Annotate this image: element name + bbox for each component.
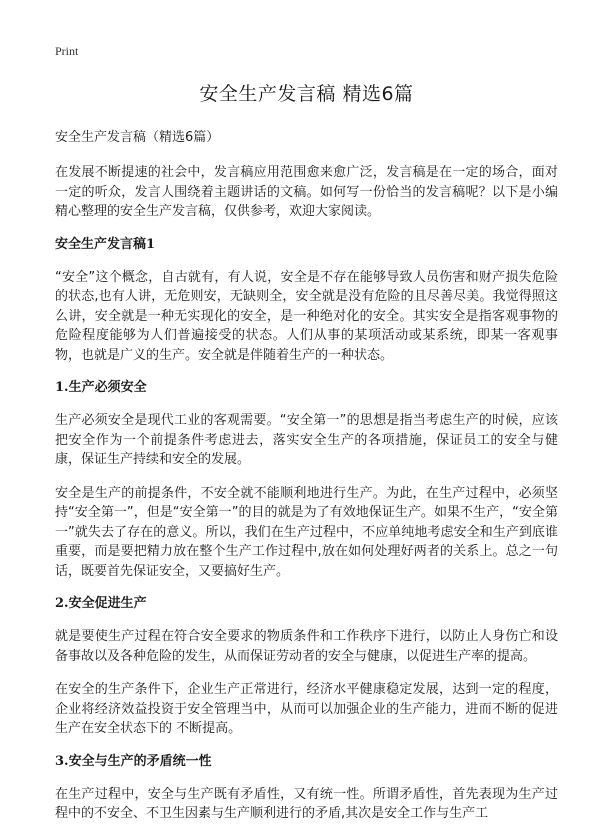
section-heading-speech-1: 安全生产发言稿1 [55,236,156,252]
paragraph-1a: 生产必须安全是现代工业的客观需要。“安全第一”的思想是指当考虑生产的时候，应该把安全作为一个前提条件考虑进去，落实安全生产的各项措施，保证员工的安全与健康，保证生产持续和安全的发展。 [55,413,558,467]
print-link[interactable]: Print [55,44,79,58]
intro-paragraph: 在发展不断提速的社会中，发言稿应用范围愈来愈广泛，发言稿是在一定的场合，面对一定的听众，发言人围绕着主题讲话的文稿。如何写一份恰当的发言稿呢？以下是小编精心整理的安全生产发言稿，仅供参考，欢迎大家阅读。 [55,165,558,219]
paragraph-2b: 在安全的生产条件下，企业生产正常进行，经济水平健康稳定发展，达到一定的程度，企业将经济效益投资于安全管理当中，从而可以加强企业的生产能力，进而不断的促进生产在安全状态下的 不断提高。 [55,682,558,736]
paragraph-3a: 在生产过程中，安全与生产既有矛盾性，又有统一性。所谓矛盾性，首先表现为生产过程中的不安全、不卫生因素与生产顺利进行的矛盾,其次是安全工作与生产工 [55,786,558,821]
paragraph-1b: 安全是生产的前提条件，不安全就不能顺利地进行生产。为此，在生产过程中，必须坚持“安全第一”，但是“安全第一”的目的就是为了有效地保证生产。如果不生产，“安全第一”就失去了存在的意义。所以，我们在生产过程中，不应单纯地考虑安全和生产到底谁重要，而是要把精力放在整个生产工作过程中,放在如何处理好两者的关系上。总之一句话，既要首先保证安全，又要搞好生产。 [55,485,558,579]
paragraph-safety-concept: “安全”这个概念，自古就有，有人说，安全是不存在能够导致人员伤害和财产损失危险的状态,也有人讲，无危则安，无缺则全，安全就是没有危险的且尽善尽美。我觉得照这么讲，安全就是一种无实现化的安全，是一种绝对化的安全。其实安全是指客观事物的危险程度能够为人们普遍接受的状态。人们从事的某项活动或某系统，即某一客观事物，也就是广义的生产。安全就是伴随着生产的一种状态。 [55,269,558,363]
paragraph-2a: 就是要使生产过程在符合安全要求的物质条件和工作秩序下进行，以防止人身伤亡和设备事故以及各种危险的发生，从而保证劳动者的安全与健康，以促进生产率的提高。 [55,629,558,664]
document-subtitle: 安全生产发言稿（精选6篇） [55,130,220,145]
section-heading-unity-of-contradiction: 3.安全与生产的矛盾统一性 [55,753,212,769]
section-heading-production-must-be-safe: 1.生产必须安全 [55,380,147,395]
page-title: 安全生产发言稿 精选6篇 [199,83,414,105]
section-heading-safety-promotes-production: 2.安全促进生产 [55,596,147,611]
